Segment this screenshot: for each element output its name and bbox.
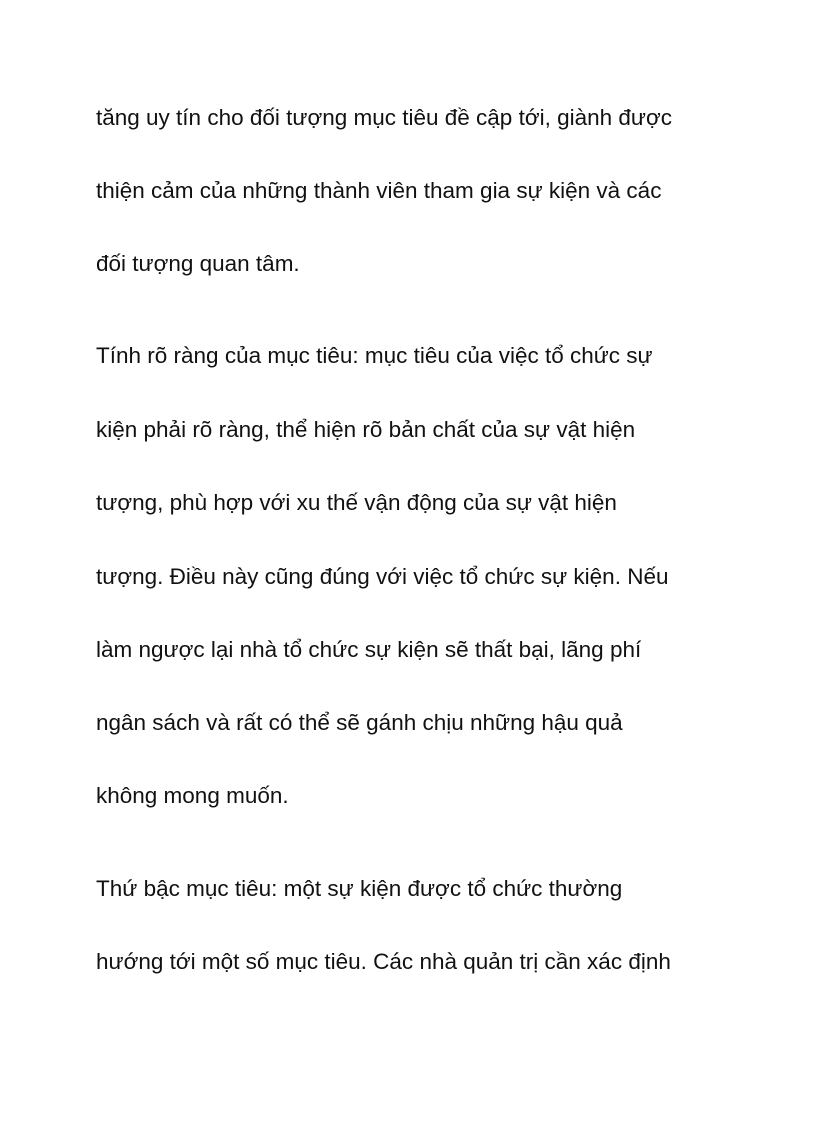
text-line: làm ngược lại nhà tổ chức sự kiện sẽ thất bại, lãng phí (96, 637, 642, 662)
text-line: tăng uy tín cho đối tượng mục tiêu đề cập tới, giành được (96, 105, 672, 130)
text-line: không mong muốn. (96, 783, 289, 808)
text-line: hướng tới một số mục tiêu. Các nhà quản trị cần xác định (96, 949, 671, 974)
text-line: Thứ bậc mục tiêu: một sự kiện được tổ chức thường (96, 876, 623, 901)
text-line: đối tượng quan tâm. (96, 251, 300, 276)
text-line: Tính rõ ràng của mục tiêu: mục tiêu của việc tổ chức sự (96, 343, 653, 368)
text-line: ngân sách và rất có thể sẽ gánh chịu những hậu quả (96, 710, 623, 735)
text-line: tượng. Điều này cũng đúng với việc tổ chức sự kiện. Nếu (96, 564, 669, 589)
text-line: thiện cảm của những thành viên tham gia sự kiện và các (96, 178, 662, 203)
text-line: tượng, phù hợp với xu thế vận động của sự vật hiện (96, 490, 617, 515)
text-line: kiện phải rõ ràng, thể hiện rõ bản chất của sự vật hiện (96, 417, 636, 442)
